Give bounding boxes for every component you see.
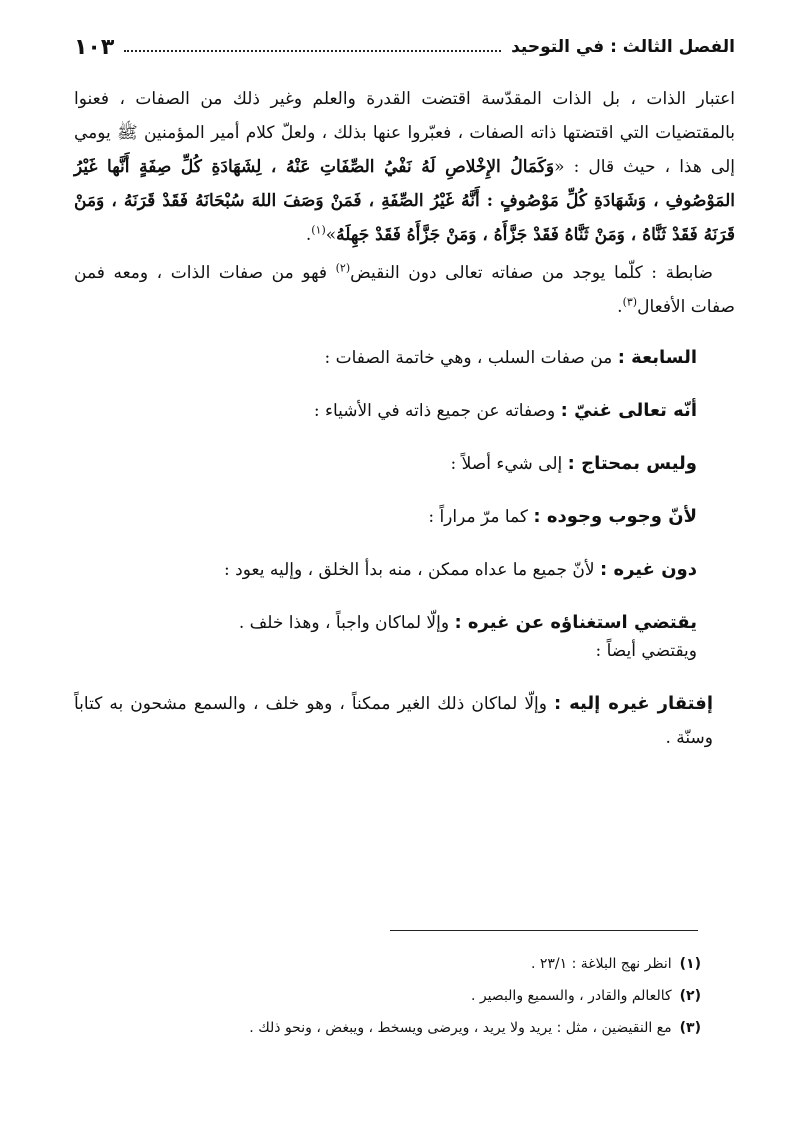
item-text: من صفات السلب ، وهي خاتمة الصفات : (324, 348, 618, 368)
list-item (74, 341, 735, 375)
footnote-3 (74, 1012, 701, 1044)
item-text: كما مرّ مراراً : (428, 507, 534, 527)
page-header (74, 30, 735, 64)
attribute-list (74, 341, 735, 755)
quote-close: » (325, 225, 337, 245)
item-term: يقتضي استغناؤه عن غيره : (454, 612, 697, 633)
chapter-title: الفصل الثالث : في التوحيد (511, 37, 735, 57)
para2-part-b: فهو من صفات الذات ، ومعه فمن صفات الأفعال (74, 263, 735, 317)
item-text: وصفاته عن جميع ذاته في الأشياء : (313, 401, 561, 421)
item-text: وإلّا لماكان ذلك الغير ممكناً ، وهو خلف ، والسمع مشحون به كتاباً وسنّة . (74, 694, 713, 748)
list-item (74, 447, 735, 481)
aside-line: ويقتضي أيضاً : (595, 641, 697, 661)
footnote-ref-1[interactable]: (١) (311, 223, 326, 237)
item-term: أنّه تعالى غنيّ : (560, 400, 697, 421)
item-text: إلى شيء أصلاً : (450, 454, 568, 474)
list-item (74, 553, 735, 587)
page-number: ١٠٣ (74, 34, 115, 60)
footnote-1 (74, 948, 701, 980)
para2-part-a: ضابطة : كلّما يوجد من صفاته تعالى دون النقيض (350, 263, 713, 283)
footnote-text: انظر نهج البلاغة : ٢٣/١ . (530, 956, 672, 972)
paragraph-rule (74, 256, 735, 324)
list-item (74, 394, 735, 428)
footnote-2 (74, 980, 701, 1012)
item-term: السابعة : (617, 347, 697, 368)
footnote-divider (390, 930, 698, 931)
item-text: لأنّ جميع ما عداه ممكن ، منه بدأ الخلق ، وإليه يعود : (224, 560, 600, 580)
footnote-text: مع النقيضين ، مثل : يريد ولا يريد ، ويرضى ويسخط ، ويبغض ، ونحو ذلك . (249, 1020, 672, 1036)
footnote-ref-3[interactable]: (٣) (622, 295, 638, 309)
para1-intro: اعتبار الذات ، بل الذات المقدّسة اقتضت القدرة والعلم وغير ذلك من الصفات ، فعنوا بالمقتضيات التي اقتضتها ذاته الصفات ، فعبّروا عنها بذلك ، ولعلّ كلام أمير المؤمنين ﷺ يومي إلى هذا ، حيث قال : « (74, 89, 735, 177)
item-term: وليس بمحتاج : (567, 453, 697, 474)
footnotes (74, 948, 701, 1044)
footnote-number: (٢) (679, 988, 701, 1004)
footnote-number: (١) (679, 956, 701, 972)
list-item (74, 500, 735, 534)
item-text: وإلّا لماكان واجباً ، وهذا خلف . (238, 613, 455, 633)
paragraph-1 (74, 82, 735, 252)
footnote-number: (٣) (679, 1020, 701, 1036)
header-dotted-leader (124, 50, 501, 52)
main-text (74, 82, 735, 755)
footnote-ref-2[interactable]: (٢) (335, 261, 351, 275)
item-term: دون غيره : (600, 559, 697, 580)
para1-period: . (305, 225, 312, 245)
item-term: إفتقار غيره إليه : (554, 693, 713, 714)
list-item (74, 687, 735, 755)
para2-part-c: . (617, 297, 623, 317)
footnote-text: كالعالم والقادر ، والسميع والبصير . (470, 988, 672, 1004)
imam-quote: وَكَمَالُ الإِخْلاصِ لَهُ نَفْيُ الصِّفَاتِ عَنْهُ ، لِشَهَادَةِ كُلِّ صِفَةٍ أَنَّها غَيْرُ المَوْصُوفِ ، وَشَهَادَةِ كُلِّ مَوْصُوفٍ : أَنَّهُ غَيْرُ الصِّفَةِ ، فَمَنْ وَصَفَ اللهَ سُبْحَانَهُ فَقَدْ قَرَنَهُ ، وَمَنْ قَرَنَهُ فَقَدْ ثَنَّاهُ ، وَمَنْ ثَنَّاهُ فَقَدْ جَزَّأَهُ ، وَمَنْ جَزَّأَهُ فَقَدْ جَهِلَهُ (74, 157, 735, 245)
item-term: لأنّ وجوب وجوده : (533, 506, 697, 527)
